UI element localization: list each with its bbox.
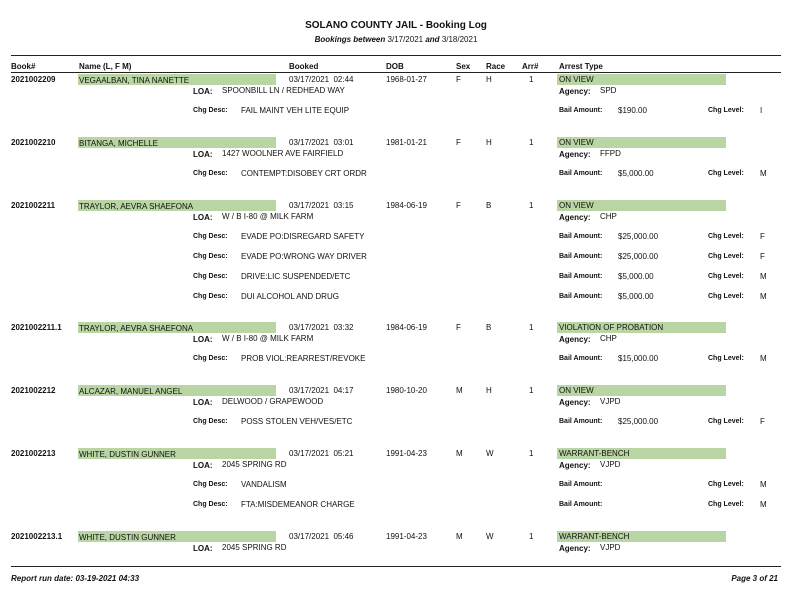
bail-amount-label: Bail Amount:	[559, 107, 603, 114]
chg-level-label: Chg Level:	[708, 253, 744, 260]
chg-desc-label: Chg Desc:	[193, 418, 228, 425]
arrest-type: ON VIEW	[559, 138, 594, 147]
arrest-type: VIOLATION OF PROBATION	[559, 323, 664, 332]
book-number: 2021002211.1	[11, 323, 62, 332]
arrest-type: ON VIEW	[559, 201, 594, 210]
loa-label: LOA:	[193, 87, 213, 96]
bail-amount-label: Bail Amount:	[559, 253, 603, 260]
loa-value: W / B I-80 @ MILK FARM	[222, 212, 314, 221]
chg-desc-label: Chg Desc:	[193, 501, 228, 508]
booked-datetime: 03/17/2021 05:21	[289, 449, 354, 458]
chg-desc-value: DUI ALCOHOL AND DRUG	[241, 292, 339, 301]
race: H	[486, 386, 492, 395]
report-subtitle	[0, 35, 792, 44]
chg-desc-value: VANDALISM	[241, 480, 287, 489]
agency-label: Agency:	[559, 461, 591, 470]
inmate-name: BITANGA, MICHELLE	[79, 139, 158, 148]
chg-desc-value: FTA:MISDEMEANOR CHARGE	[241, 500, 355, 509]
race: B	[486, 323, 492, 332]
loa-value: W / B I-80 @ MILK FARM	[222, 334, 314, 343]
book-number: 2021002213	[11, 449, 56, 458]
booked-datetime: 03/17/2021 03:32	[289, 323, 354, 332]
inmate-name: WHITE, DUSTIN GUNNER	[79, 533, 176, 542]
bail-amount-label: Bail Amount:	[559, 501, 603, 508]
chg-level-value: F	[760, 232, 765, 241]
dob-header: DOB	[386, 62, 404, 71]
dob: 1980-10-20	[386, 386, 427, 395]
chg-desc-label: Chg Desc:	[193, 293, 228, 300]
bail-amount-value: $190.00	[618, 106, 647, 115]
subtitle-prefix: Bookings between	[314, 35, 386, 44]
chg-level-label: Chg Level:	[708, 233, 744, 240]
sex: M	[456, 386, 463, 395]
bail-amount-label: Bail Amount:	[559, 418, 603, 425]
sex: M	[456, 449, 463, 458]
agency-value: VJPD	[600, 460, 621, 469]
chg-level-value: F	[760, 417, 765, 426]
arrest-type-header: Arrest Type	[559, 62, 603, 71]
agency-label: Agency:	[559, 544, 591, 553]
dob: 1984-06-19	[386, 201, 427, 210]
sex: F	[456, 75, 461, 84]
arrest-number: 1	[529, 532, 534, 541]
race: W	[486, 532, 494, 541]
arrest-number: 1	[529, 75, 534, 84]
page-number: Page 3 of 21	[731, 574, 778, 583]
booked-header: Booked	[289, 62, 319, 71]
chg-desc-value: PROB VIOL:REARREST/REVOKE	[241, 354, 366, 363]
agency-value: CHP	[600, 334, 617, 343]
agency-label: Agency:	[559, 87, 591, 96]
name-header: Name (L, F M)	[79, 62, 132, 71]
dob: 1991-04-23	[386, 532, 427, 541]
loa-label: LOA:	[193, 335, 213, 344]
chg-desc-value: DRIVE:LIC SUSPENDED/ETC	[241, 272, 351, 281]
arrest-type: ON VIEW	[559, 75, 594, 84]
sex-header: Sex	[456, 62, 471, 71]
race-header: Race	[486, 62, 506, 71]
race: W	[486, 449, 494, 458]
arrest-number: 1	[529, 386, 534, 395]
loa-value: DELWOOD / GRAPEWOOD	[222, 397, 324, 406]
chg-desc-label: Chg Desc:	[193, 233, 228, 240]
inmate-name: TRAYLOR, AEVRA SHAEFONA	[79, 202, 194, 211]
bail-amount-value: $5,000.00	[618, 169, 654, 178]
bail-amount-label: Bail Amount:	[559, 170, 603, 177]
loa-label: LOA:	[193, 544, 213, 553]
book-number: 2021002210	[11, 138, 56, 147]
chg-desc-value: FAIL MAINT VEH LITE EQUIP	[241, 106, 350, 115]
sex: F	[456, 201, 461, 210]
chg-desc-label: Chg Desc:	[193, 170, 228, 177]
chg-level-label: Chg Level:	[708, 273, 744, 280]
arr-header: Arr#	[522, 62, 539, 71]
arrest-type: WARRANT-BENCH	[559, 532, 630, 541]
chg-level-label: Chg Level:	[708, 481, 744, 488]
race: H	[486, 138, 492, 147]
dob: 1984-06-19	[386, 323, 427, 332]
inmate-name: WHITE, DUSTIN GUNNER	[79, 450, 176, 459]
chg-level-value: I	[760, 106, 763, 115]
bail-amount-label: Bail Amount:	[559, 273, 603, 280]
chg-desc-label: Chg Desc:	[193, 481, 228, 488]
booked-datetime: 03/17/2021 02:44	[289, 75, 354, 84]
book-number: 2021002212	[11, 386, 56, 395]
chg-level-value: M	[760, 354, 767, 363]
arrest-type: WARRANT-BENCH	[559, 449, 630, 458]
bail-amount-value: $25,000.00	[618, 252, 659, 261]
sex: F	[456, 138, 461, 147]
bail-amount-value: $5,000.00	[618, 272, 654, 281]
loa-value: 2045 SPRING RD	[222, 460, 287, 469]
bail-amount-value: $5,000.00	[618, 292, 654, 301]
chg-desc-label: Chg Desc:	[193, 355, 228, 362]
chg-level-label: Chg Level:	[708, 170, 744, 177]
agency-value: SPD	[600, 86, 617, 95]
bail-amount-value: $25,000.00	[618, 232, 659, 241]
inmate-name: TRAYLOR, AEVRA SHAEFONA	[79, 324, 194, 333]
arrest-number: 1	[529, 449, 534, 458]
footer-rule	[11, 566, 781, 567]
book-number: 2021002211	[11, 201, 56, 210]
booked-datetime: 03/17/2021 03:15	[289, 201, 354, 210]
bail-amount-label: Bail Amount:	[559, 293, 603, 300]
inmate-name: ALCAZAR, MANUEL ANGEL	[79, 387, 183, 396]
sex: F	[456, 323, 461, 332]
dob: 1991-04-23	[386, 449, 427, 458]
book-number: 2021002209	[11, 75, 56, 84]
chg-desc-label: Chg Desc:	[193, 273, 228, 280]
chg-level-value: M	[760, 292, 767, 301]
report-title: SOLANO COUNTY JAIL - Booking Log	[305, 20, 487, 31]
dob: 1981-01-21	[386, 138, 427, 147]
header-rule-top	[11, 55, 781, 56]
arrest-type: ON VIEW	[559, 386, 594, 395]
agency-label: Agency:	[559, 335, 591, 344]
book-header: Book#	[11, 62, 36, 71]
subtitle-and: and	[425, 35, 440, 44]
date-from: 3/17/2021	[387, 35, 424, 44]
date-to: 3/18/2021	[441, 35, 478, 44]
booked-datetime: 03/17/2021 05:46	[289, 532, 354, 541]
arrest-number: 1	[529, 138, 534, 147]
bail-amount-label: Bail Amount:	[559, 233, 603, 240]
loa-label: LOA:	[193, 213, 213, 222]
dob: 1968-01-27	[386, 75, 427, 84]
chg-level-value: M	[760, 480, 767, 489]
agency-label: Agency:	[559, 398, 591, 407]
agency-value: VJPD	[600, 543, 621, 552]
agency-value: CHP	[600, 212, 617, 221]
agency-label: Agency:	[559, 150, 591, 159]
arrest-number: 1	[529, 201, 534, 210]
chg-level-label: Chg Level:	[708, 355, 744, 362]
booked-datetime: 03/17/2021 03:01	[289, 138, 354, 147]
chg-level-label: Chg Level:	[708, 501, 744, 508]
header-rule-bottom	[11, 72, 781, 73]
loa-value: 1427 WOOLNER AVE FAIRFIELD	[222, 149, 344, 158]
chg-desc-value: EVADE PO:WRONG WAY DRIVER	[241, 252, 367, 261]
agency-value: FFPD	[600, 149, 621, 158]
chg-level-label: Chg Level:	[708, 418, 744, 425]
chg-level-label: Chg Level:	[708, 293, 744, 300]
chg-level-value: M	[760, 272, 767, 281]
chg-level-value: M	[760, 169, 767, 178]
sex: M	[456, 532, 463, 541]
chg-desc-value: CONTEMPT:DISOBEY CRT ORDR	[241, 169, 367, 178]
chg-level-value: F	[760, 252, 765, 261]
arrest-number: 1	[529, 323, 534, 332]
report-run-date: Report run date: 03-19-2021 04:33	[11, 574, 140, 583]
chg-level-value: M	[760, 500, 767, 509]
chg-desc-label: Chg Desc:	[193, 253, 228, 260]
bail-amount-label: Bail Amount:	[559, 355, 603, 362]
chg-desc-value: POSS STOLEN VEH/VES/ETC	[241, 417, 353, 426]
agency-value: VJPD	[600, 397, 621, 406]
bail-amount-label: Bail Amount:	[559, 481, 603, 488]
loa-label: LOA:	[193, 150, 213, 159]
chg-level-label: Chg Level:	[708, 107, 744, 114]
race: H	[486, 75, 492, 84]
chg-desc-label: Chg Desc:	[193, 107, 228, 114]
loa-label: LOA:	[193, 461, 213, 470]
loa-value: SPOONBILL LN / REDHEAD WAY	[222, 86, 345, 95]
booked-datetime: 03/17/2021 04:17	[289, 386, 354, 395]
bail-amount-value: $15,000.00	[618, 354, 659, 363]
bail-amount-value: $25,000.00	[618, 417, 659, 426]
inmate-name: VEGAALBAN, TINA NANETTE	[79, 76, 190, 85]
chg-desc-value: EVADE PO:DISREGARD SAFETY	[241, 232, 365, 241]
book-number: 2021002213.1	[11, 532, 63, 541]
loa-label: LOA:	[193, 398, 213, 407]
agency-label: Agency:	[559, 213, 591, 222]
loa-value: 2045 SPRING RD	[222, 543, 287, 552]
race: B	[486, 201, 492, 210]
